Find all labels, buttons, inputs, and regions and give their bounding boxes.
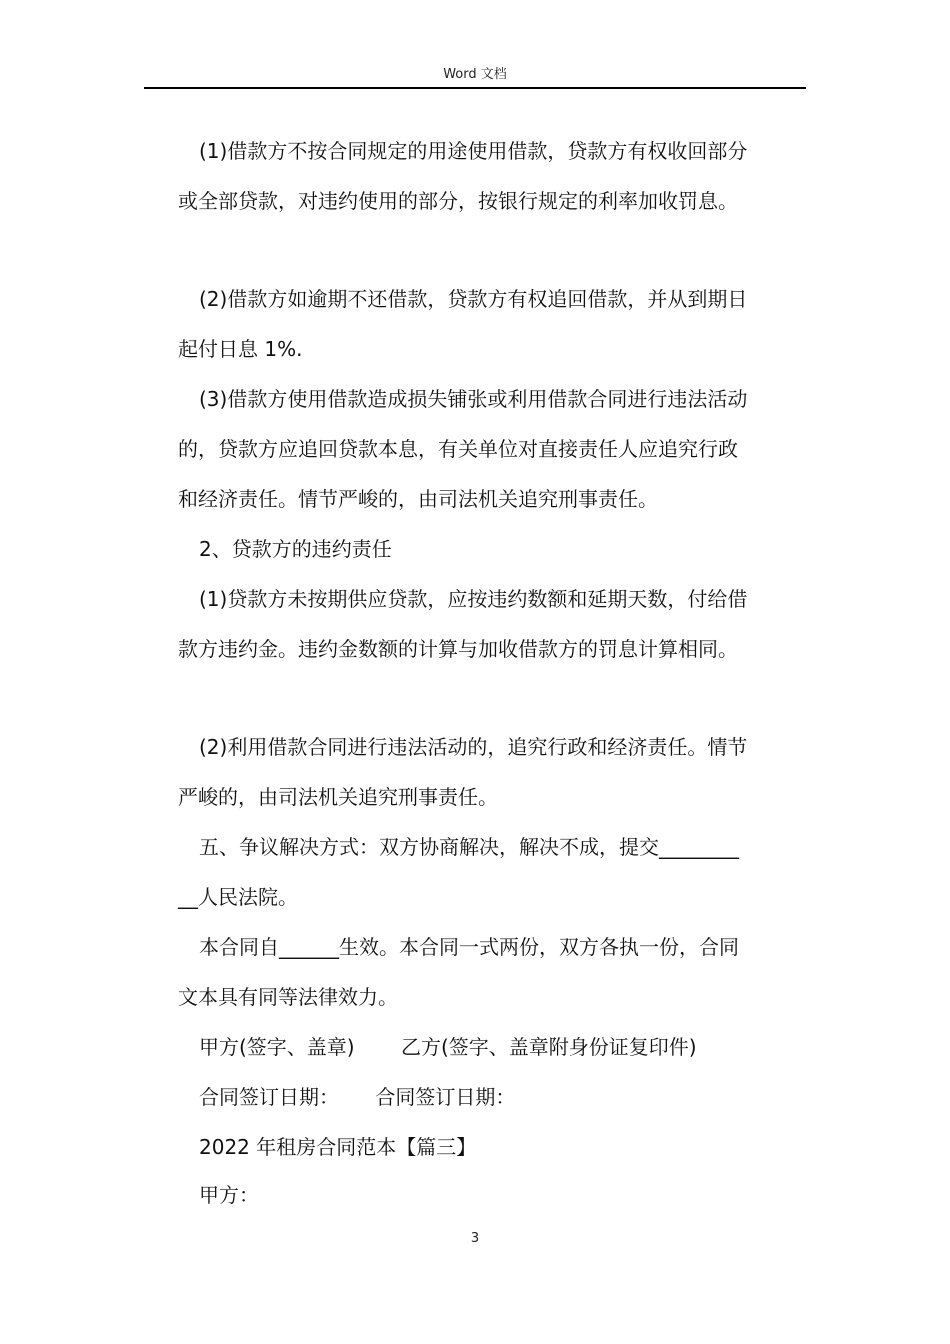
text-line: __人民法院。 xyxy=(178,885,298,909)
text-line: (2)借款方如逾期不还借款，贷款方有权追回借款，并从到期日 xyxy=(199,287,748,311)
signing-date-line xyxy=(178,1072,818,1122)
text-line: (1)借款方不按合同规定的用途使用借款，贷款方有权收回部分 xyxy=(199,139,748,163)
text-line: 2022 年租房合同范本【篇三】 xyxy=(199,1135,477,1159)
paragraph-dispute-resolution xyxy=(178,822,818,922)
paragraph-borrower-overdue-penalty xyxy=(178,274,818,374)
text-line: (3)借款方使用借款造成损失铺张或利用借款合同进行违法活动 xyxy=(199,387,748,411)
text-line: 或全部贷款，对违约使用的部分，按银行规定的利率加收罚息。 xyxy=(178,189,738,213)
text-line: (2)利用借款合同进行违法活动的，追究行政和经济责任。情节 xyxy=(199,735,748,759)
section-heading-lender-liability xyxy=(178,524,818,574)
section-title-rental-contract xyxy=(178,1122,818,1172)
text-line: 款方违约金。违约金数额的计算与加收借款方的罚息计算相同。 xyxy=(178,637,738,661)
paragraph-effective-date xyxy=(178,922,818,1022)
text-line: 严峻的，由司法机关追究刑事责任。 xyxy=(178,785,498,809)
text-line: (1)贷款方未按期供应贷款，应按违约数额和延期天数，付给借 xyxy=(199,587,748,611)
text-line: 2、贷款方的违约责任 xyxy=(199,537,392,561)
text-line: 起付日息 1%. xyxy=(178,337,303,361)
text-line: 本合同自______生效。本合同一式两份，双方各执一份，合同 xyxy=(199,935,739,959)
signature-parties-line xyxy=(178,1022,818,1072)
page-number: 3 xyxy=(470,1231,480,1246)
page-header: Word 文档 xyxy=(443,67,507,82)
paragraph-borrower-misuse-penalty xyxy=(178,126,818,226)
text-line: 甲方(签字、盖章) 乙方(签字、盖章附身份证复印件) xyxy=(199,1035,697,1059)
text-line: 五、争议解决方式：双方协商解决，解决不成，提交________ xyxy=(199,835,739,859)
text-line: 和经济责任。情节严峻的，由司法机关追究刑事责任。 xyxy=(178,487,658,511)
party-a-line xyxy=(178,1170,818,1220)
text-line: 合同签订日期： 合同签订日期： xyxy=(199,1085,516,1109)
paragraph-illegal-activity-liability xyxy=(178,722,818,822)
text-line: 文本具有同等法律效力。 xyxy=(178,985,398,1009)
paragraph-lender-late-supply xyxy=(178,574,818,674)
text-line: 的，贷款方应追回贷款本息，有关单位对直接责任人应追究行政 xyxy=(178,437,738,461)
paragraph-borrower-illegal-use xyxy=(178,374,818,524)
text-line: 甲方： xyxy=(199,1183,259,1207)
